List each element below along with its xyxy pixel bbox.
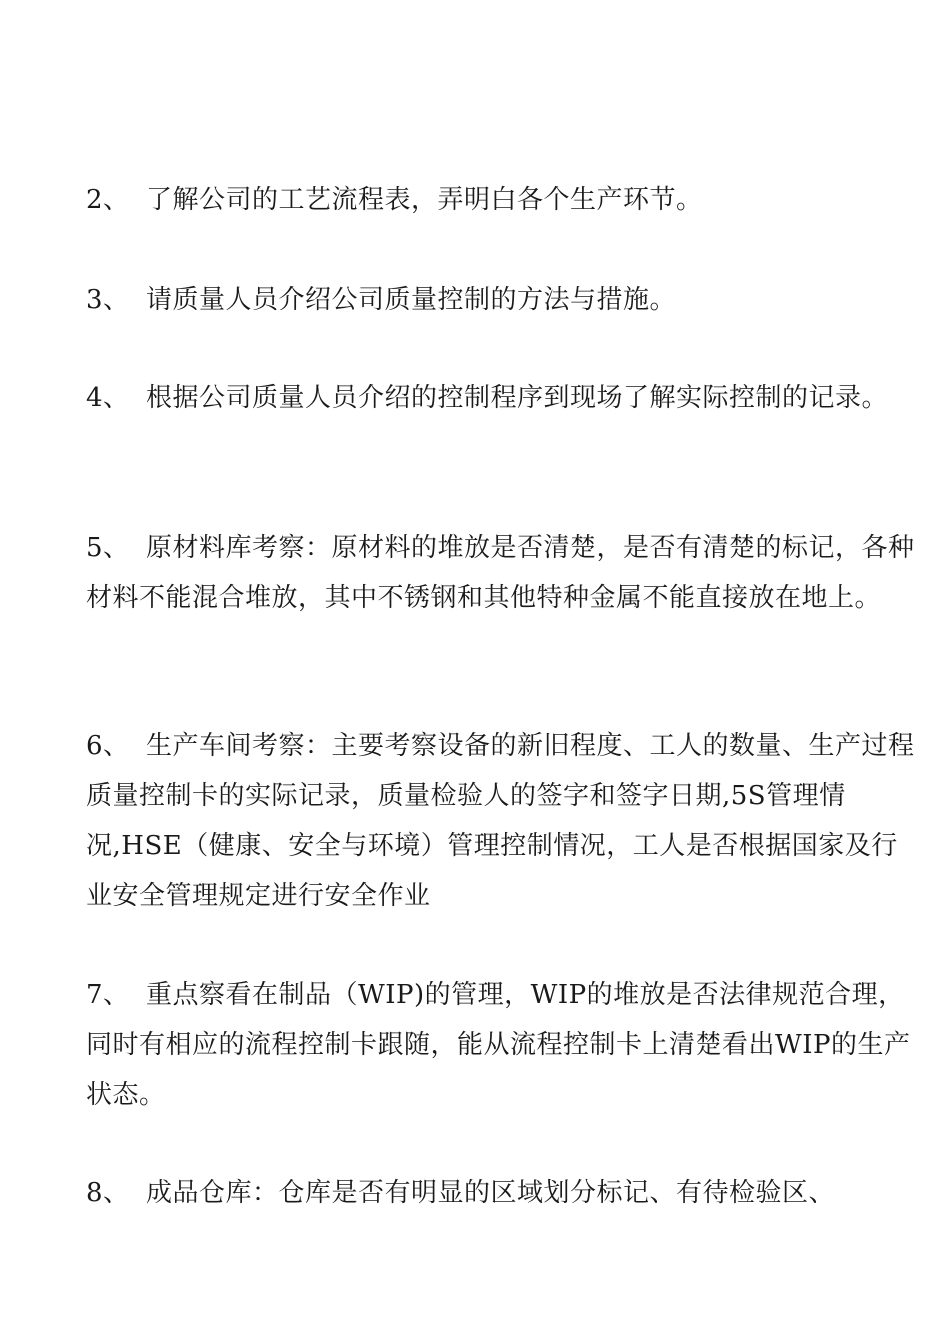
item-number: 6、 <box>86 731 130 761</box>
item-text: 生产车间考察：主要考察设备的新旧程度、工人的数量、生产过程质量控制卡的实际记录，质量检验人的签字和签字日期,5S管理情况,HSE（健康、安全与环境）管理控制情况，工人是否根据国家及行业安全管理规定进行安全作业 <box>86 731 915 911</box>
item-text: 原材料库考察：原材料的堆放是否清楚，是否有清楚的标记，各种材料不能混合堆放，其中不锈钢和其他特种金属不能直接放在地上。 <box>86 533 915 613</box>
item-text: 请质量人员介绍公司质量控制的方法与措施。 <box>146 285 677 315</box>
item-text: 成品仓库：仓库是否有明显的区域划分标记、有待检验区、 <box>146 1178 836 1208</box>
item-number: 3、 <box>86 285 130 315</box>
item-number: 4、 <box>86 383 130 413</box>
item-number: 5、 <box>86 533 130 563</box>
list-item-4 <box>86 373 916 423</box>
item-number: 7、 <box>86 980 130 1010</box>
list-item-2 <box>86 175 916 225</box>
list-item-8 <box>86 1168 916 1218</box>
list-item-7 <box>86 970 916 1120</box>
list-item-6 <box>86 721 916 921</box>
list-item-5 <box>86 523 916 623</box>
item-number: 8、 <box>86 1178 130 1208</box>
item-text: 了解公司的工艺流程表，弄明白各个生产环节。 <box>146 185 703 215</box>
list-item-3 <box>86 275 916 325</box>
item-number: 2、 <box>86 185 130 215</box>
item-text: 根据公司质量人员介绍的控制程序到现场了解实际控制的记录。 <box>146 383 889 413</box>
item-text: 重点察看在制品（WIP)的管理，WIP的堆放是否法律规范合理，同时有相应的流程控制卡跟随，能从流程控制卡上清楚看出WIP的生产状态。 <box>86 980 911 1110</box>
